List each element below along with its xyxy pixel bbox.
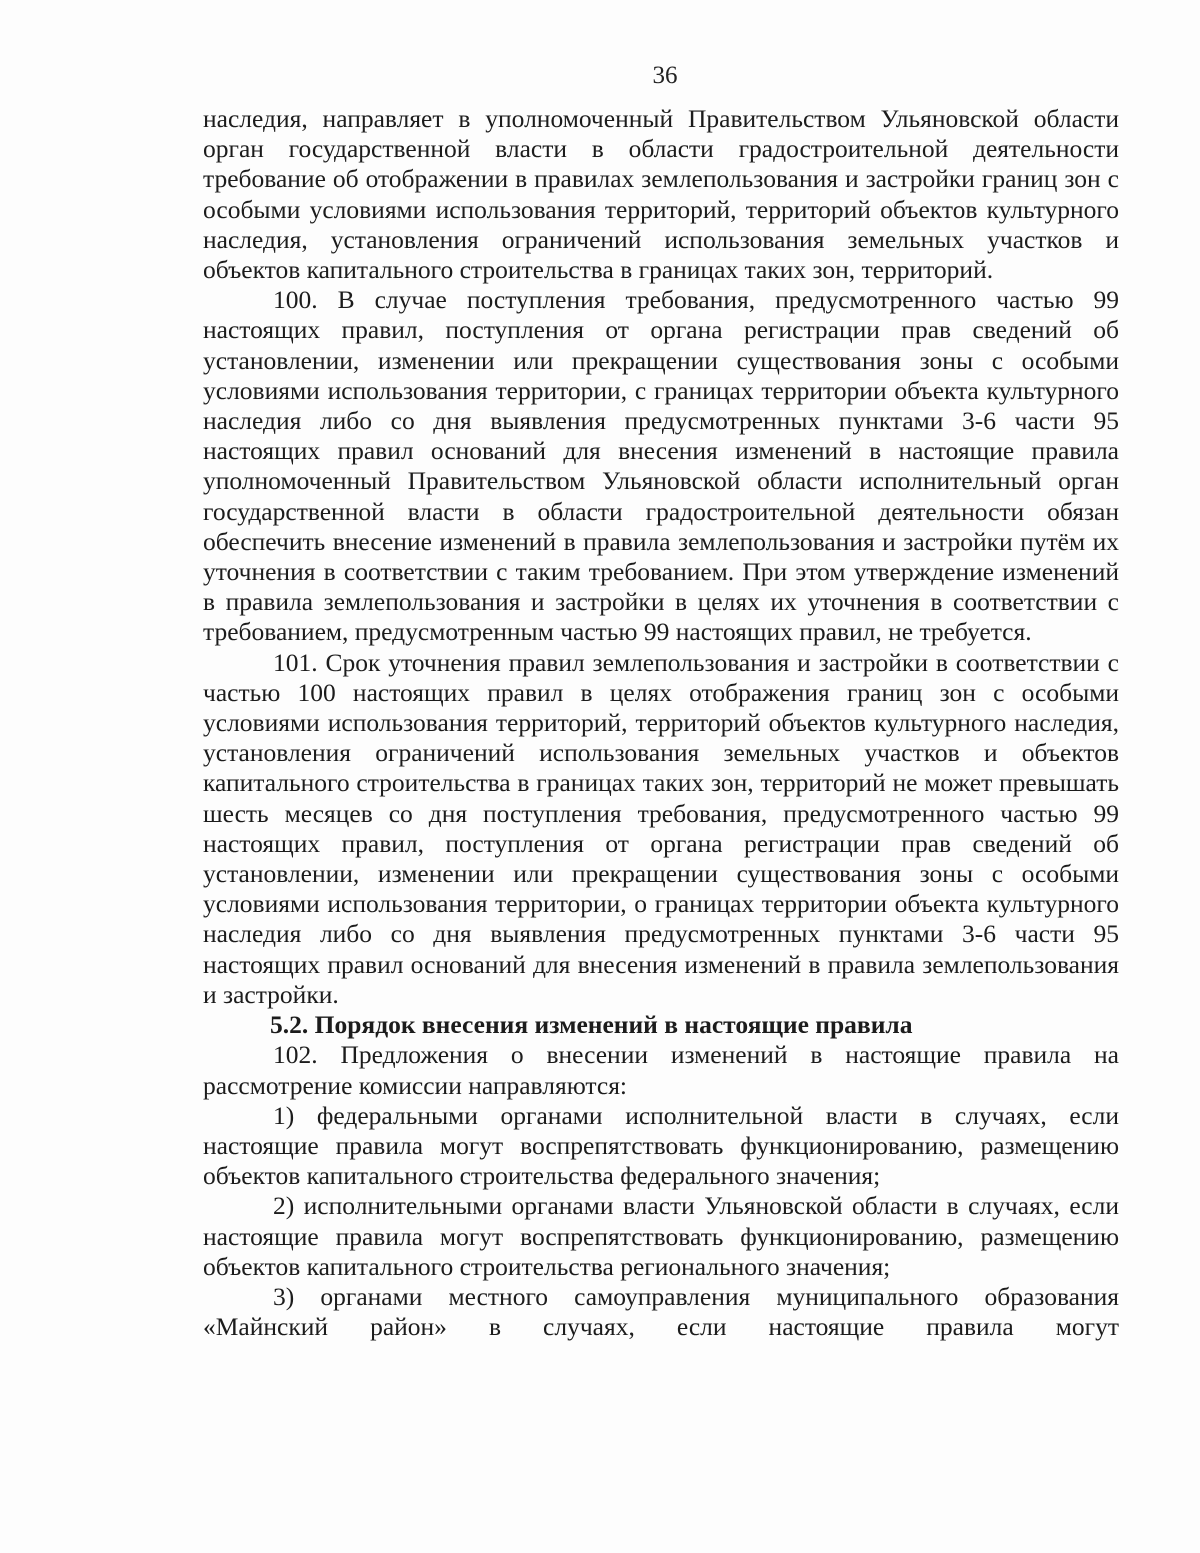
list-item-3: 3) органами местного самоуправления муниципального образования «Майнский район» в случаях, если настоящие правила могут: [203, 1281, 1119, 1342]
list-item-2: 2) исполнительными органами власти Ульяновской области в случаях, если настоящие правила могут воспрепятствовать функционированию, размещению объектов капитального строительства регионального значения;: [203, 1191, 1119, 1281]
paragraph-101: 101. Срок уточнения правил землепользования и застройки в соответствии с частью 100 настоящих правил в целях отображения границ зон с особыми условиями использования территорий, территорий объектов культурного наследия, установления ограничений использования земельных участков и объектов капитального строительства в границах таких зон, территорий не может превышать шесть месяцев со дня поступления требования, предусмотренного частью 99 настоящих правил, поступления от органа регистрации прав сведений об установлении, изменении или прекращении существования зоны с особыми условиями использования территории, о границах территории объекта культурного наследия либо со дня выявления предусмотренных пунктами 3-6 части 95 настоящих правил оснований для внесения изменений в правила землепользования и застройки.: [203, 647, 1119, 1009]
section-heading: 5.2. Порядок внесения изменений в настоящие правила: [270, 1010, 913, 1040]
document-body: [203, 104, 1119, 1342]
page-number: 36: [652, 62, 678, 89]
list-item-1: 1) федеральными органами исполнительной власти в случаях, если настоящие правила могут воспрепятствовать функционированию, размещению объектов капитального строительства федерального значения;: [203, 1100, 1119, 1191]
paragraph-102: 102. Предложения о внесении изменений в настоящие правила на рассмотрение комиссии направляются:: [203, 1040, 1119, 1100]
paragraph-100: 100. В случае поступления требования, предусмотренного частью 99 настоящих правил, поступления от органа регистрации прав сведений об установлении, изменении или прекращении существования зоны с особыми условиями использования территории, с границах территории объекта культурного наследия либо со дня выявления предусмотренных пунктами 3-6 части 95 настоящих правил оснований для внесения изменений в настоящие правила уполномоченный Правительством Ульяновской области исполнительный орган государственной власти в области градостроительной деятельности обязан обеспечить внесение изменений в правила землепользования и застройки путём их уточнения в соответствии с таким требованием. При этом утверждение изменений в правила землепользования и застройки в целях их уточнения в соответствии с требованием, предусмотренным частью 99 настоящих правил, не требуется.: [203, 285, 1119, 647]
paragraph-continuation: наследия, направляет в уполномоченный Правительством Ульяновской области орган государственной власти в области градостроительной деятельности требование об отображении в правилах землепользования и застройки границ зон с особыми условиями использования территорий, территорий объектов культурного наследия, установления ограничений использования земельных участков и объектов капитального строительства в границах таких зон, территорий.: [203, 104, 1119, 285]
